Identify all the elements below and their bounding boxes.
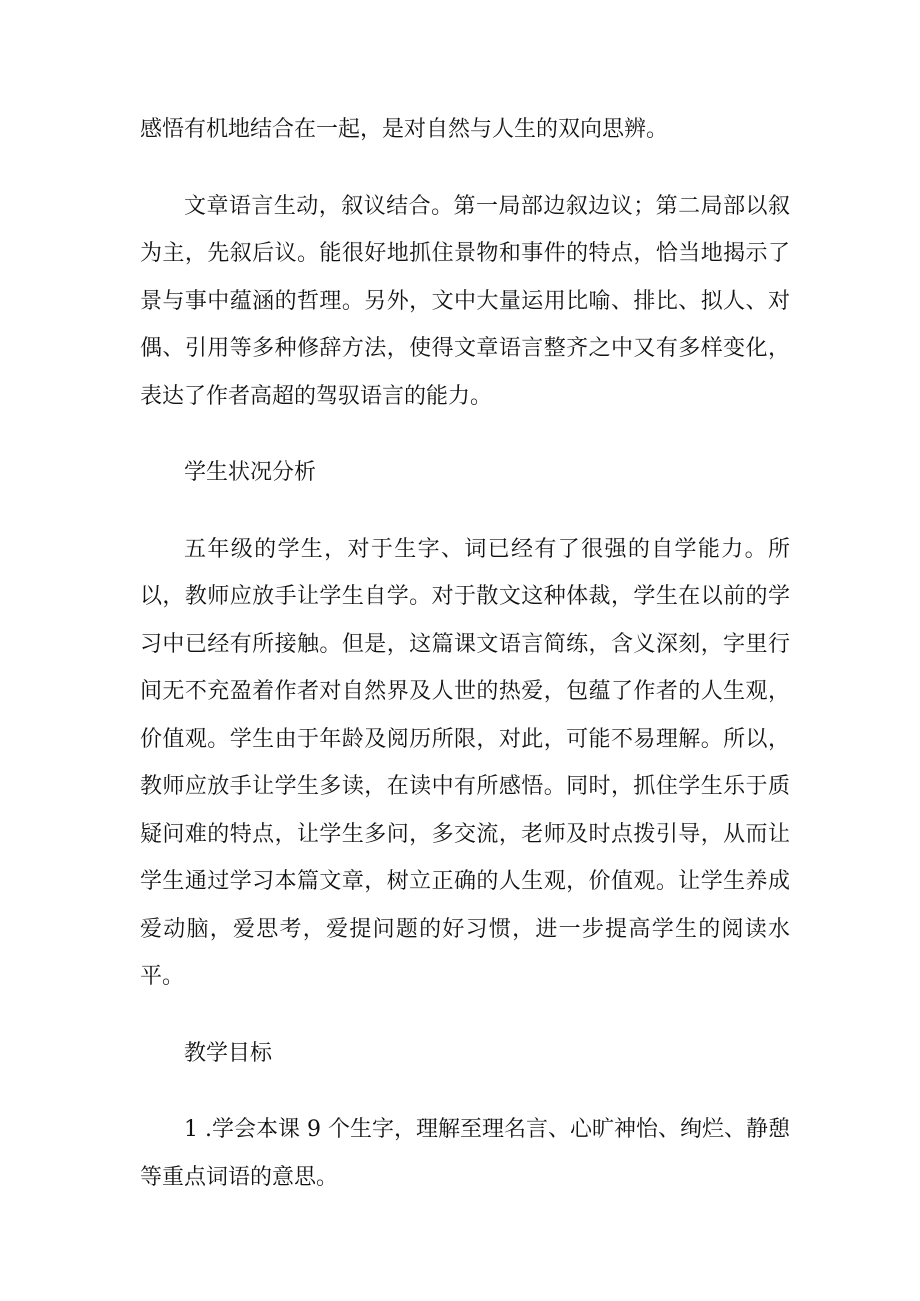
paragraph-gap bbox=[140, 420, 790, 449]
document-body bbox=[140, 106, 790, 1201]
paragraph-student-analysis: 五年级的学生，对于生字、词已经有了很强的自学能力。所以，教师应放手让学生自学。对于散文这种体裁，学生在以前的学习中已经有所接触。但是，这篇课文语言简练，含义深刻，字里行间无不充盈着作者对自然界及人世的热爱，包蕴了作者的人生观，价值观。学生由于年龄及阅历所限，对此，可能不易理解。所以，教师应放手让学生多读，在读中有所感悟。同时，抓住学生乐于质疑问难的特点，让学生多问，多交流，老师及时点拨引导，从而让学生通过学习本篇文章，树立正确的人生观，价值观。让学生养成爱动脑，爱思考，爱提问题的好习惯，进一步提高学生的阅读水平。 bbox=[140, 536, 790, 989]
paragraph-gap bbox=[140, 497, 790, 526]
paragraph-language-analysis: 文章语言生动，叙议结合。第一局部边叙边议；第二局部以叙为主，先叙后议。能很好地抓住景物和事件的特点，恰当地揭示了景与事中蕴涵的哲理。另外，文中大量运用比喻、排比、拟人、对偶、引用等多种修辞方法，使得文章语言整齐之中又有多样变化，表达了作者高超的驾驭语言的能力。 bbox=[140, 193, 790, 409]
paragraph-gap bbox=[140, 1077, 790, 1106]
section-heading-student-analysis: 学生状况分析 bbox=[184, 460, 317, 485]
section-heading-teaching-goals: 教学目标 bbox=[184, 1040, 273, 1066]
paragraph-goal-1: 1 .学会本课 9 个生字，理解至理名言、心旷神怡、绚烂、静憩等重点词语的意思。 bbox=[140, 1117, 790, 1190]
paragraph-intro-continuation: 感悟有机地结合在一起，是对自然与人生的双向思辨。 bbox=[140, 117, 669, 142]
paragraph-gap bbox=[140, 1001, 790, 1030]
paragraph-gap bbox=[140, 154, 790, 183]
